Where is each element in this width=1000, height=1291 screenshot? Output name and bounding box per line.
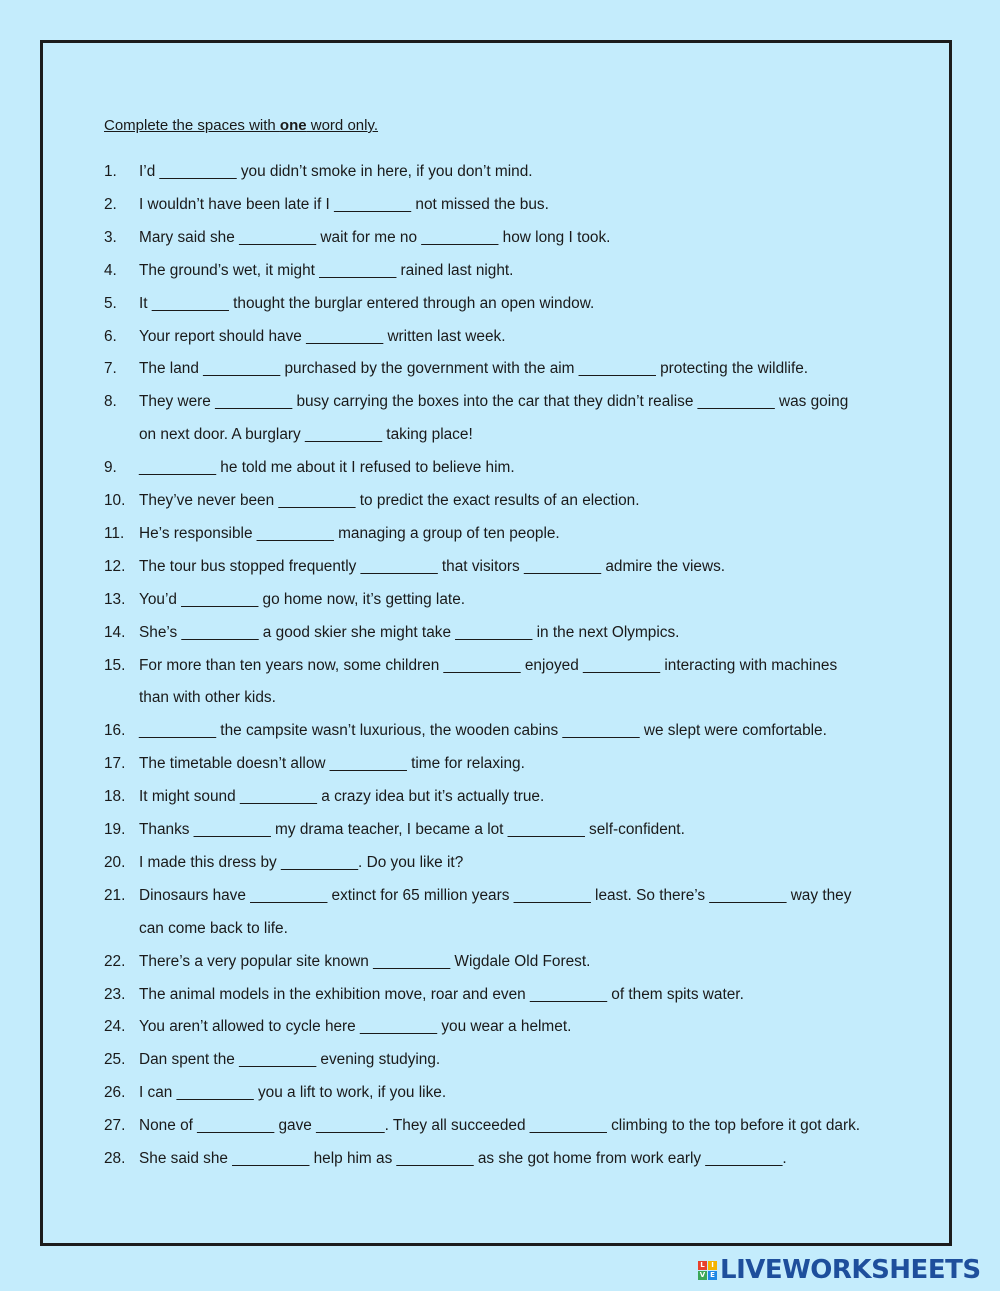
exercise-text: I made this dress by _________. Do you like it? <box>139 853 464 871</box>
exercise-text: on next door. A burglary _________ taking place! <box>139 426 473 444</box>
logo-tile: L <box>698 1261 707 1270</box>
exercise-number: 13. <box>104 590 126 608</box>
logo-tile: I <box>708 1261 717 1270</box>
exercise-number: 8. <box>104 393 117 411</box>
exercise-text: Mary said she _________ wait for me no _________ how long I took. <box>139 228 611 246</box>
exercise-number: 14. <box>104 623 126 641</box>
logo-tile: E <box>708 1271 717 1280</box>
exercise-number: 6. <box>104 327 117 345</box>
exercise-number: 11. <box>104 524 125 542</box>
exercise-text: For more than ten years now, some children _________ enjoyed _________ interacting with machines <box>139 656 838 674</box>
exercise-number: 17. <box>104 755 126 773</box>
exercise-number: 7. <box>104 360 117 378</box>
exercise-text: The land _________ purchased by the government with the aim _________ protecting the wildlife. <box>139 360 809 378</box>
exercise-number: 5. <box>104 294 117 312</box>
exercise-text: She said she _________ help him as _________ as she got home from work early _________. <box>139 1150 787 1167</box>
exercise-text: She’s _________ a good skier she might take _________ in the next Olympics. <box>139 623 680 641</box>
exercise-text: Your report should have _________ written last week. <box>139 327 506 345</box>
exercise-number: 19. <box>104 821 126 838</box>
exercise-text: The ground’s wet, it might _________ rained last night. <box>139 261 514 279</box>
logo-text: LIVEWORKSHEETS <box>720 1255 981 1285</box>
exercise-text: The timetable doesn’t allow _________ time for relaxing. <box>139 755 525 773</box>
exercise-number: 22. <box>104 952 126 970</box>
exercise-number: 3. <box>104 228 117 246</box>
exercise-text: than with other kids. <box>139 689 276 707</box>
exercise-number: 21. <box>104 886 126 904</box>
exercise-text: Dan spent the _________ evening studying. <box>139 1051 441 1069</box>
logo-mark-icon <box>698 1261 717 1280</box>
exercise-text: The animal models in the exhibition move, roar and even _________ of them spits water. <box>139 985 744 1003</box>
exercise-number: 25. <box>104 1051 126 1069</box>
exercise-number: 23. <box>104 985 126 1003</box>
exercise-text: They’ve never been _________ to predict the exact results of an election. <box>139 492 640 509</box>
exercise-number: 20. <box>104 853 126 871</box>
exercise-number: 2. <box>104 195 117 213</box>
exercise-text: The tour bus stopped frequently _________ that visitors _________ admire the views. <box>139 557 726 575</box>
exercise-text: They were _________ busy carrying the boxes into the car that they didn’t realise _________ was going <box>139 393 849 411</box>
exercise-number: 10. <box>104 492 126 509</box>
logo-tile: V <box>699 1270 706 1279</box>
exercise-text: It _________ thought the burglar entered through an open window. <box>139 294 595 312</box>
exercise-text: _________ the campsite wasn’t luxurious, the wooden cabins _________ we slept were comfortable. <box>139 722 827 740</box>
exercise-text: I wouldn’t have been late if I _________ not missed the bus. <box>139 195 549 213</box>
exercise-number: 1. <box>104 163 117 180</box>
exercise-number: 15. <box>104 656 126 674</box>
exercise-text: It might sound _________ a crazy idea but it’s actually true. <box>139 788 545 806</box>
exercise-number: 9. <box>104 459 117 477</box>
exercise-number: 12. <box>104 557 126 575</box>
exercise-text: I can _________ you a lift to work, if you like. <box>139 1084 447 1102</box>
exercise-number: 26. <box>104 1084 126 1102</box>
exercise-number: 27. <box>104 1117 126 1135</box>
exercise-text: can come back to life. <box>139 919 288 937</box>
exercise-text: You’d _________ go home now, it’s getting late. <box>139 590 466 608</box>
liveworksheets-logo[interactable] <box>698 1255 981 1285</box>
exercise-number: 18. <box>104 788 126 806</box>
exercise-text: There’s a very popular site known _________ Wigdale Old Forest. <box>139 952 591 970</box>
exercise-text: _________ he told me about it I refused to believe him. <box>139 459 515 477</box>
exercise-number: 4. <box>104 261 117 279</box>
exercise-text: I’d _________ you didn’t smoke in here, if you don’t mind. <box>139 163 533 180</box>
exercise-number: 28. <box>104 1150 126 1167</box>
exercise-number: 24. <box>104 1018 126 1036</box>
exercise-text: He’s responsible _________ managing a group of ten people. <box>139 524 560 542</box>
exercise-text: None of _________ gave ________. They all succeeded _________ climbing to the top before it got dark. <box>139 1117 861 1135</box>
exercise-text: Dinosaurs have _________ extinct for 65 million years _________ least. So there’s _________ way they <box>139 886 852 904</box>
exercise-text: You aren’t allowed to cycle here _________ you wear a helmet. <box>139 1018 572 1036</box>
instruction-text: Complete the spaces with one word only. <box>104 117 379 134</box>
exercise-text: Thanks _________ my drama teacher, I became a lot _________ self-confident. <box>139 821 685 838</box>
exercise-number: 16. <box>104 722 126 740</box>
